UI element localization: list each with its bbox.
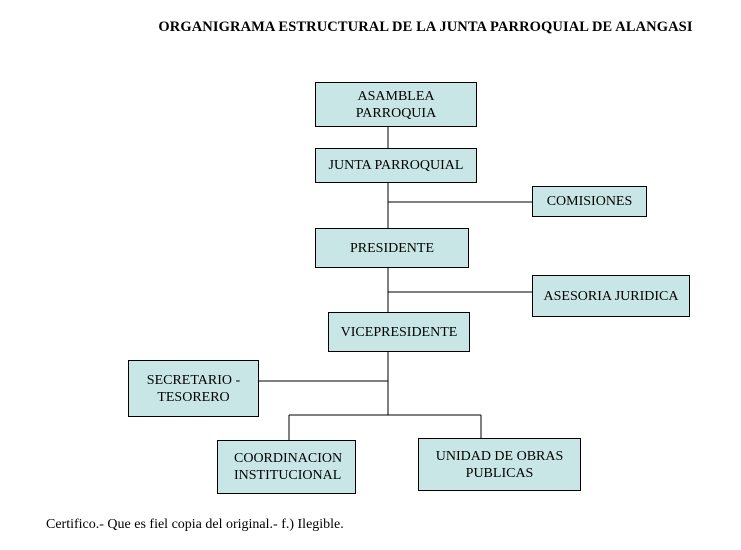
node-label: ASAMBLEA PARROQUIA	[355, 88, 437, 121]
node-label: ASESORIA JURIDICA	[543, 288, 679, 304]
node-junta-parroquial	[315, 148, 477, 183]
node-asesoria-juridica	[532, 275, 690, 317]
node-label: JUNTA PARROQUIAL	[328, 158, 464, 173]
node-secretario-tesorero	[128, 360, 259, 417]
node-label: UNIDAD DE OBRAS PUBLICAS	[435, 448, 564, 481]
chart-title: ORGANIGRAMA ESTRUCTURAL DE LA JUNTA PARROQUIAL DE ALANGASI	[158, 19, 693, 35]
certification-note: Certifico.- Que es fiel copia del original.- f.) Ilegible.	[46, 517, 344, 532]
node-label: COORDINACION INSTITUCIONAL	[234, 451, 343, 483]
node-presidente	[315, 228, 469, 268]
node-coordinacion-institucional	[217, 440, 356, 494]
node-label: PRESIDENTE	[350, 240, 434, 256]
node-vicepresidente	[328, 312, 470, 352]
node-label: VICEPRESIDENTE	[340, 324, 458, 340]
node-label: COMISIONES	[546, 194, 633, 209]
node-label: SECRETARIO - TESORERO	[146, 372, 241, 405]
node-asamblea-parroquia	[315, 82, 477, 127]
node-comisiones	[532, 186, 647, 217]
node-unidad-obras-publicas	[418, 438, 581, 491]
